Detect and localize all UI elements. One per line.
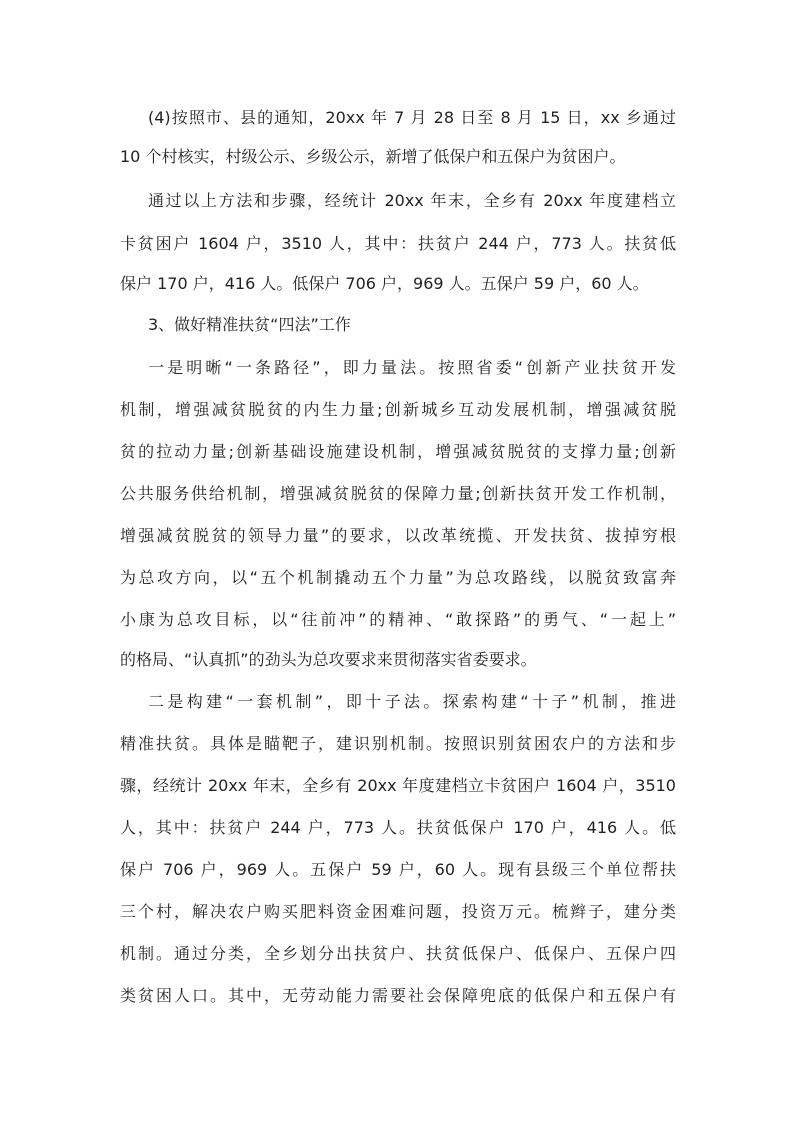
paragraph-2-line-2: 卡贫困户 1604 户，3510 人，其中：扶贫户 244 户，773 人。扶贫低 [120, 234, 676, 253]
paragraph-3-line-4: 公共服务供给机制，增强减贫脱贫的保障力量;创新扶贫开发工作机制， [120, 484, 676, 503]
paragraph-3-line-2: 机制，增强减贫脱贫的内生力量;创新城乡互动发展机制，增强减贫脱 [120, 400, 676, 419]
section-heading: 3、做好精准扶贫“四法”工作 [148, 315, 351, 334]
paragraph-4-line-2: 精准扶贫。具体是瞄靶子，建识别机制。按照识别贫困农户的方法和步 [120, 734, 676, 753]
paragraph-3-line-3: 贫的拉动力量;创新基础设施建设机制，增强减贫脱贫的支撑力量;创新 [120, 442, 676, 461]
paragraph-3-line-1: 一是明晰“一条路径”，即力量法。按照省委“创新产业扶贫开发 [148, 358, 676, 377]
paragraph-4-line-3: 骤，经统计 20xx 年末，全乡有 20xx 年度建档立卡贫困户 1604 户，3510 [120, 776, 676, 795]
paragraph-3-line-7: 小康为总攻目标，以“往前冲”的精神、“敢探路”的勇气、“一起上” [120, 610, 676, 629]
paragraph-1-line-1: (4)按照市、县的通知，20xx 年 7 月 28 日至 8 月 15 日，xx 乡通过 [148, 108, 676, 127]
paragraph-1-line-2: 10 个村核实，村级公示、乡级公示，新增了低保户和五保户为贫困户。 [120, 147, 626, 166]
paragraph-4-line-4: 人，其中：扶贫户 244 户，773 人。扶贫低保户 170 户，416 人。低 [120, 818, 676, 837]
paragraph-4-line-6: 三个村，解决农户购买肥料资金困难问题，投资万元。梳辫子，建分类 [120, 902, 676, 921]
paragraph-4-line-1: 二是构建“一套机制”，即十子法。探索构建“十子”机制，推进 [148, 692, 676, 711]
paragraph-2-line-1: 通过以上方法和步骤，经统计 20xx 年末，全乡有 20xx 年度建档立 [148, 191, 676, 210]
paragraph-3-line-8: 的格局、“认真抓”的劲头为总攻要求来贯彻落实省委要求。 [120, 650, 537, 669]
paragraph-3-line-5: 增强减贫脱贫的领导力量”的要求，以改革统揽、开发扶贫、拔掉穷根 [120, 526, 676, 545]
paragraph-2-line-3: 保户 170 户，416 人。低保户 706 户，969 人。五保户 59 户，60 人。 [120, 274, 649, 293]
paragraph-4-line-8: 类贫困人口。其中，无劳动能力需要社会保障兜底的低保户和五保户有 [120, 986, 676, 1005]
paragraph-4-line-5: 保户 706 户，969 人。五保户 59 户，60 人。现有县级三个单位帮扶 [120, 860, 676, 879]
paragraph-4-line-7: 机制。通过分类，全乡划分出扶贫户、扶贫低保户、低保户、五保户四 [120, 944, 676, 963]
paragraph-3-line-6: 为总攻方向，以“五个机制撬动五个力量”为总攻路线，以脱贫致富奔 [120, 568, 676, 587]
